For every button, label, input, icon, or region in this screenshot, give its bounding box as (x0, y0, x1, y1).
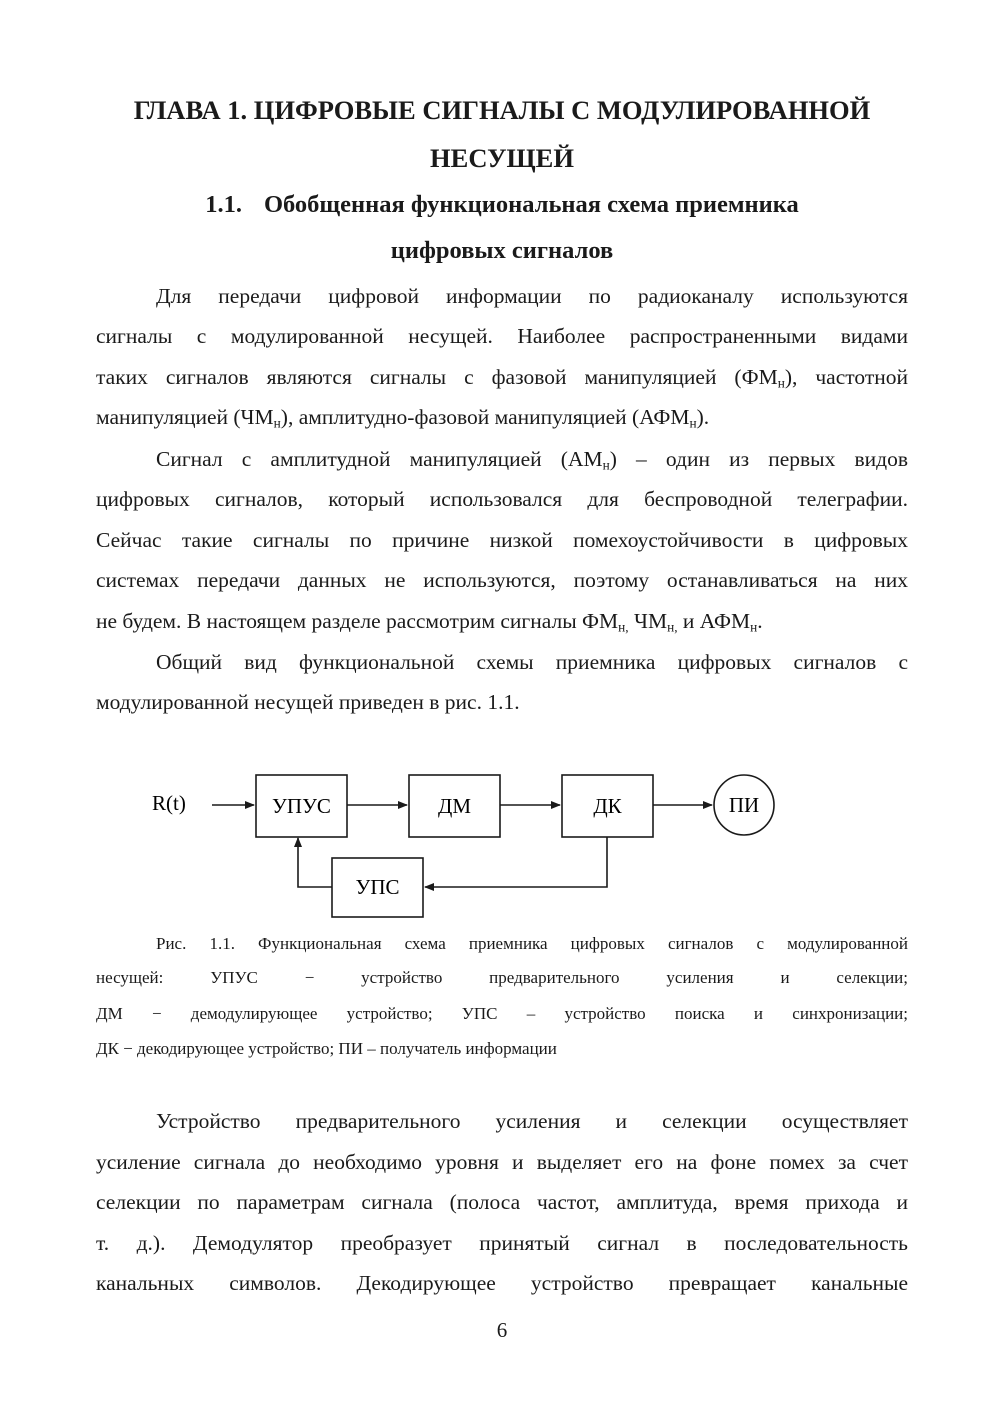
chapter-title-line-1: ГЛАВА 1. ЦИФРОВЫЕ СИГНАЛЫ С МОДУЛИРОВАННОЙ (133, 95, 871, 125)
paragraph-2-line-3: Сейчас такие сигналы по причине низкой помехоустойчивости в цифровых (96, 528, 908, 552)
section-number: 1.1. (205, 191, 242, 218)
receiver-block-diagram (0, 760, 1004, 930)
input-signal-label: R(t) (152, 791, 186, 815)
figure-caption-line-1: Рис. 1.1. Функциональная схема приемника цифровых сигналов с модулированной (156, 934, 908, 953)
paragraph-4-line-5: канальных символов. Декодирующее устройство превращает канальные (96, 1271, 908, 1295)
paragraph-2-line-2: цифровых сигналов, который использовался для беспроводной телеграфии. (96, 487, 908, 511)
paragraph-1-line-1: Для передачи цифровой информации по радиоканалу используются (156, 284, 908, 308)
block-dm-label: ДМ (438, 794, 471, 818)
paragraph-1-line-4: манипуляцией $(ЧМ_н)$, амплитудно-фазовой манипуляцией $(АФМ_н)$. (96, 405, 710, 431)
figure-caption-line-4: ДК − декодирующее устройство; ПИ – получатель информации (96, 1039, 557, 1058)
section-title-line-1 (96, 182, 908, 228)
paragraph-2-line-1: Сигнал с амплитудной манипуляцией $(АМ_н)$ – один из первых видов (156, 447, 909, 473)
paragraph-2-line-4: системах передачи данных не используются, поэтому останавливаться на них (96, 568, 908, 592)
block-upus-label: УПУС (272, 794, 331, 818)
paragraph-4-line-3: селекции по параметрам сигнала (полоса частот, амплитуда, время прихода и (96, 1190, 908, 1214)
paragraph-4-line-1: Устройство предварительного усиления и селекции осуществляет (156, 1109, 908, 1133)
paragraph-3-line-2: модулированной несущей приведен в рис. 1.1. (96, 690, 520, 714)
figure-caption-line-2: несущей: УПУС − устройство предварительного усиления и селекции; (96, 968, 908, 987)
paragraph-1-line-2: сигналы с модулированной несущей. Наиболее распространенными видами (96, 324, 908, 348)
block-pi-label: ПИ (728, 793, 760, 817)
chapter-title-line-2: НЕСУЩЕЙ (430, 143, 574, 173)
paragraph-2-line-5: не будем. В настоящем разделе рассмотрим сигналы $ФМ_{н,}$ $ЧМ_{н,}$ и $АФМ_н$. (96, 609, 763, 635)
paragraph-4-line-2: усиление сигнала до необходимо уровня и выделяет его на фоне помех за счет (96, 1150, 908, 1174)
paragraph-4-line-4: т. д.). Демодулятор преобразует принятый сигнал в последовательность (96, 1231, 908, 1255)
block-dk-label: ДК (593, 794, 622, 818)
section-title-line-2: цифровых сигналов (390, 237, 614, 264)
paragraph-1-line-3: таких сигналов являются сигналы с фазовой манипуляцией $(ФМ_н)$, частотной (96, 365, 908, 391)
arrow-ups-to-upus (298, 838, 332, 887)
block-ups-label: УПС (355, 875, 400, 899)
arrow-dk-to-ups (425, 837, 607, 887)
page-number: 6 (496, 1318, 508, 1342)
figure-caption-line-3: ДМ − демодулирующее устройство; УПС – устройство поиска и синхронизации; (96, 1004, 908, 1023)
paragraph-3-line-1: Общий вид функциональной схемы приемника цифровых сигналов с (156, 650, 908, 674)
section-title-text: Обобщенная функциональная схема приемника (263, 191, 799, 218)
